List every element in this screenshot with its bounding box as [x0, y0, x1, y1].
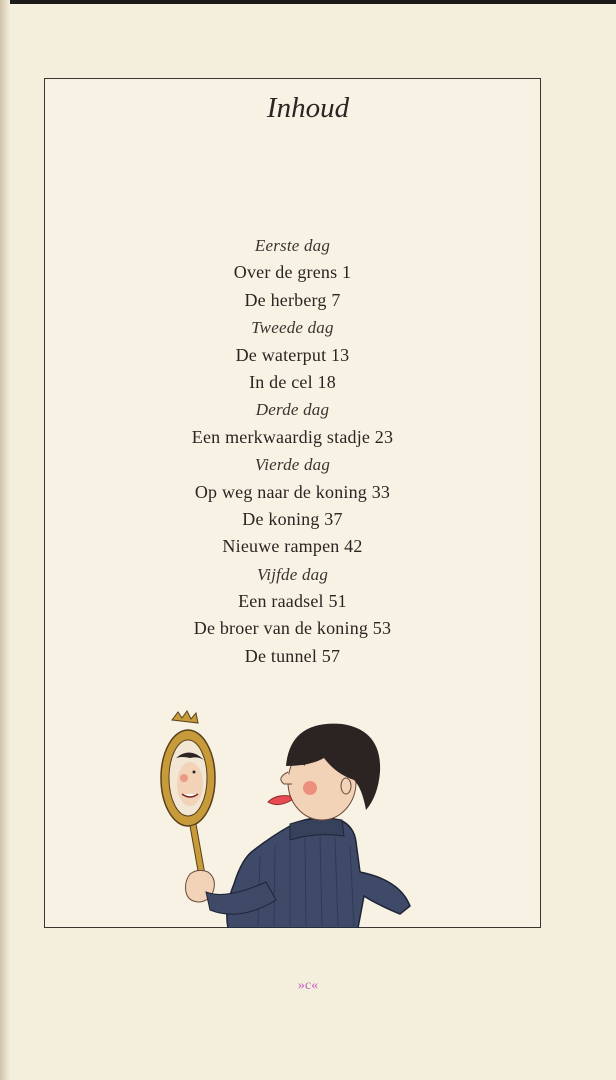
toc-chapter-entry: Nieuwe rampen 42 [222, 536, 363, 557]
toc-day-heading: Vijfde dag [256, 564, 329, 584]
toc-day-heading: Tweede dag [251, 318, 334, 338]
page-folio-number: »c« [297, 978, 319, 993]
toc-chapter-entry: Op weg naar de koning 33 [194, 481, 391, 502]
page-title: Inhoud [266, 92, 350, 124]
hand-mirror-icon [161, 711, 215, 882]
toc-chapter-entry: In de cel 18 [249, 371, 336, 392]
toc-chapter-entry: De waterput 13 [235, 344, 350, 365]
toc-day-heading: Vierde dag [254, 455, 331, 475]
toc-chapter-entry: De herberg 7 [244, 289, 341, 310]
toc-chapter-entry: De tunnel 57 [244, 645, 341, 666]
toc-chapter-entry: Een raadsel 51 [238, 591, 347, 612]
boy-figure [186, 724, 411, 928]
toc-day-heading: Derde dag [255, 400, 330, 420]
page-top-edge [0, 0, 616, 4]
table-of-contents [44, 232, 541, 670]
page-binding-edge [0, 0, 10, 1080]
toc-day-heading: Eerste dag [254, 236, 331, 255]
toc-chapter-entry: Een merkwaardig stadje 23 [191, 426, 394, 447]
toc-chapter-entry: De broer van de koning 53 [193, 618, 392, 639]
toc-chapter-entry: Over de grens 1 [233, 262, 352, 283]
boy-with-mirror-illustration [150, 706, 430, 928]
toc-chapter-entry: De koning 37 [242, 508, 343, 529]
